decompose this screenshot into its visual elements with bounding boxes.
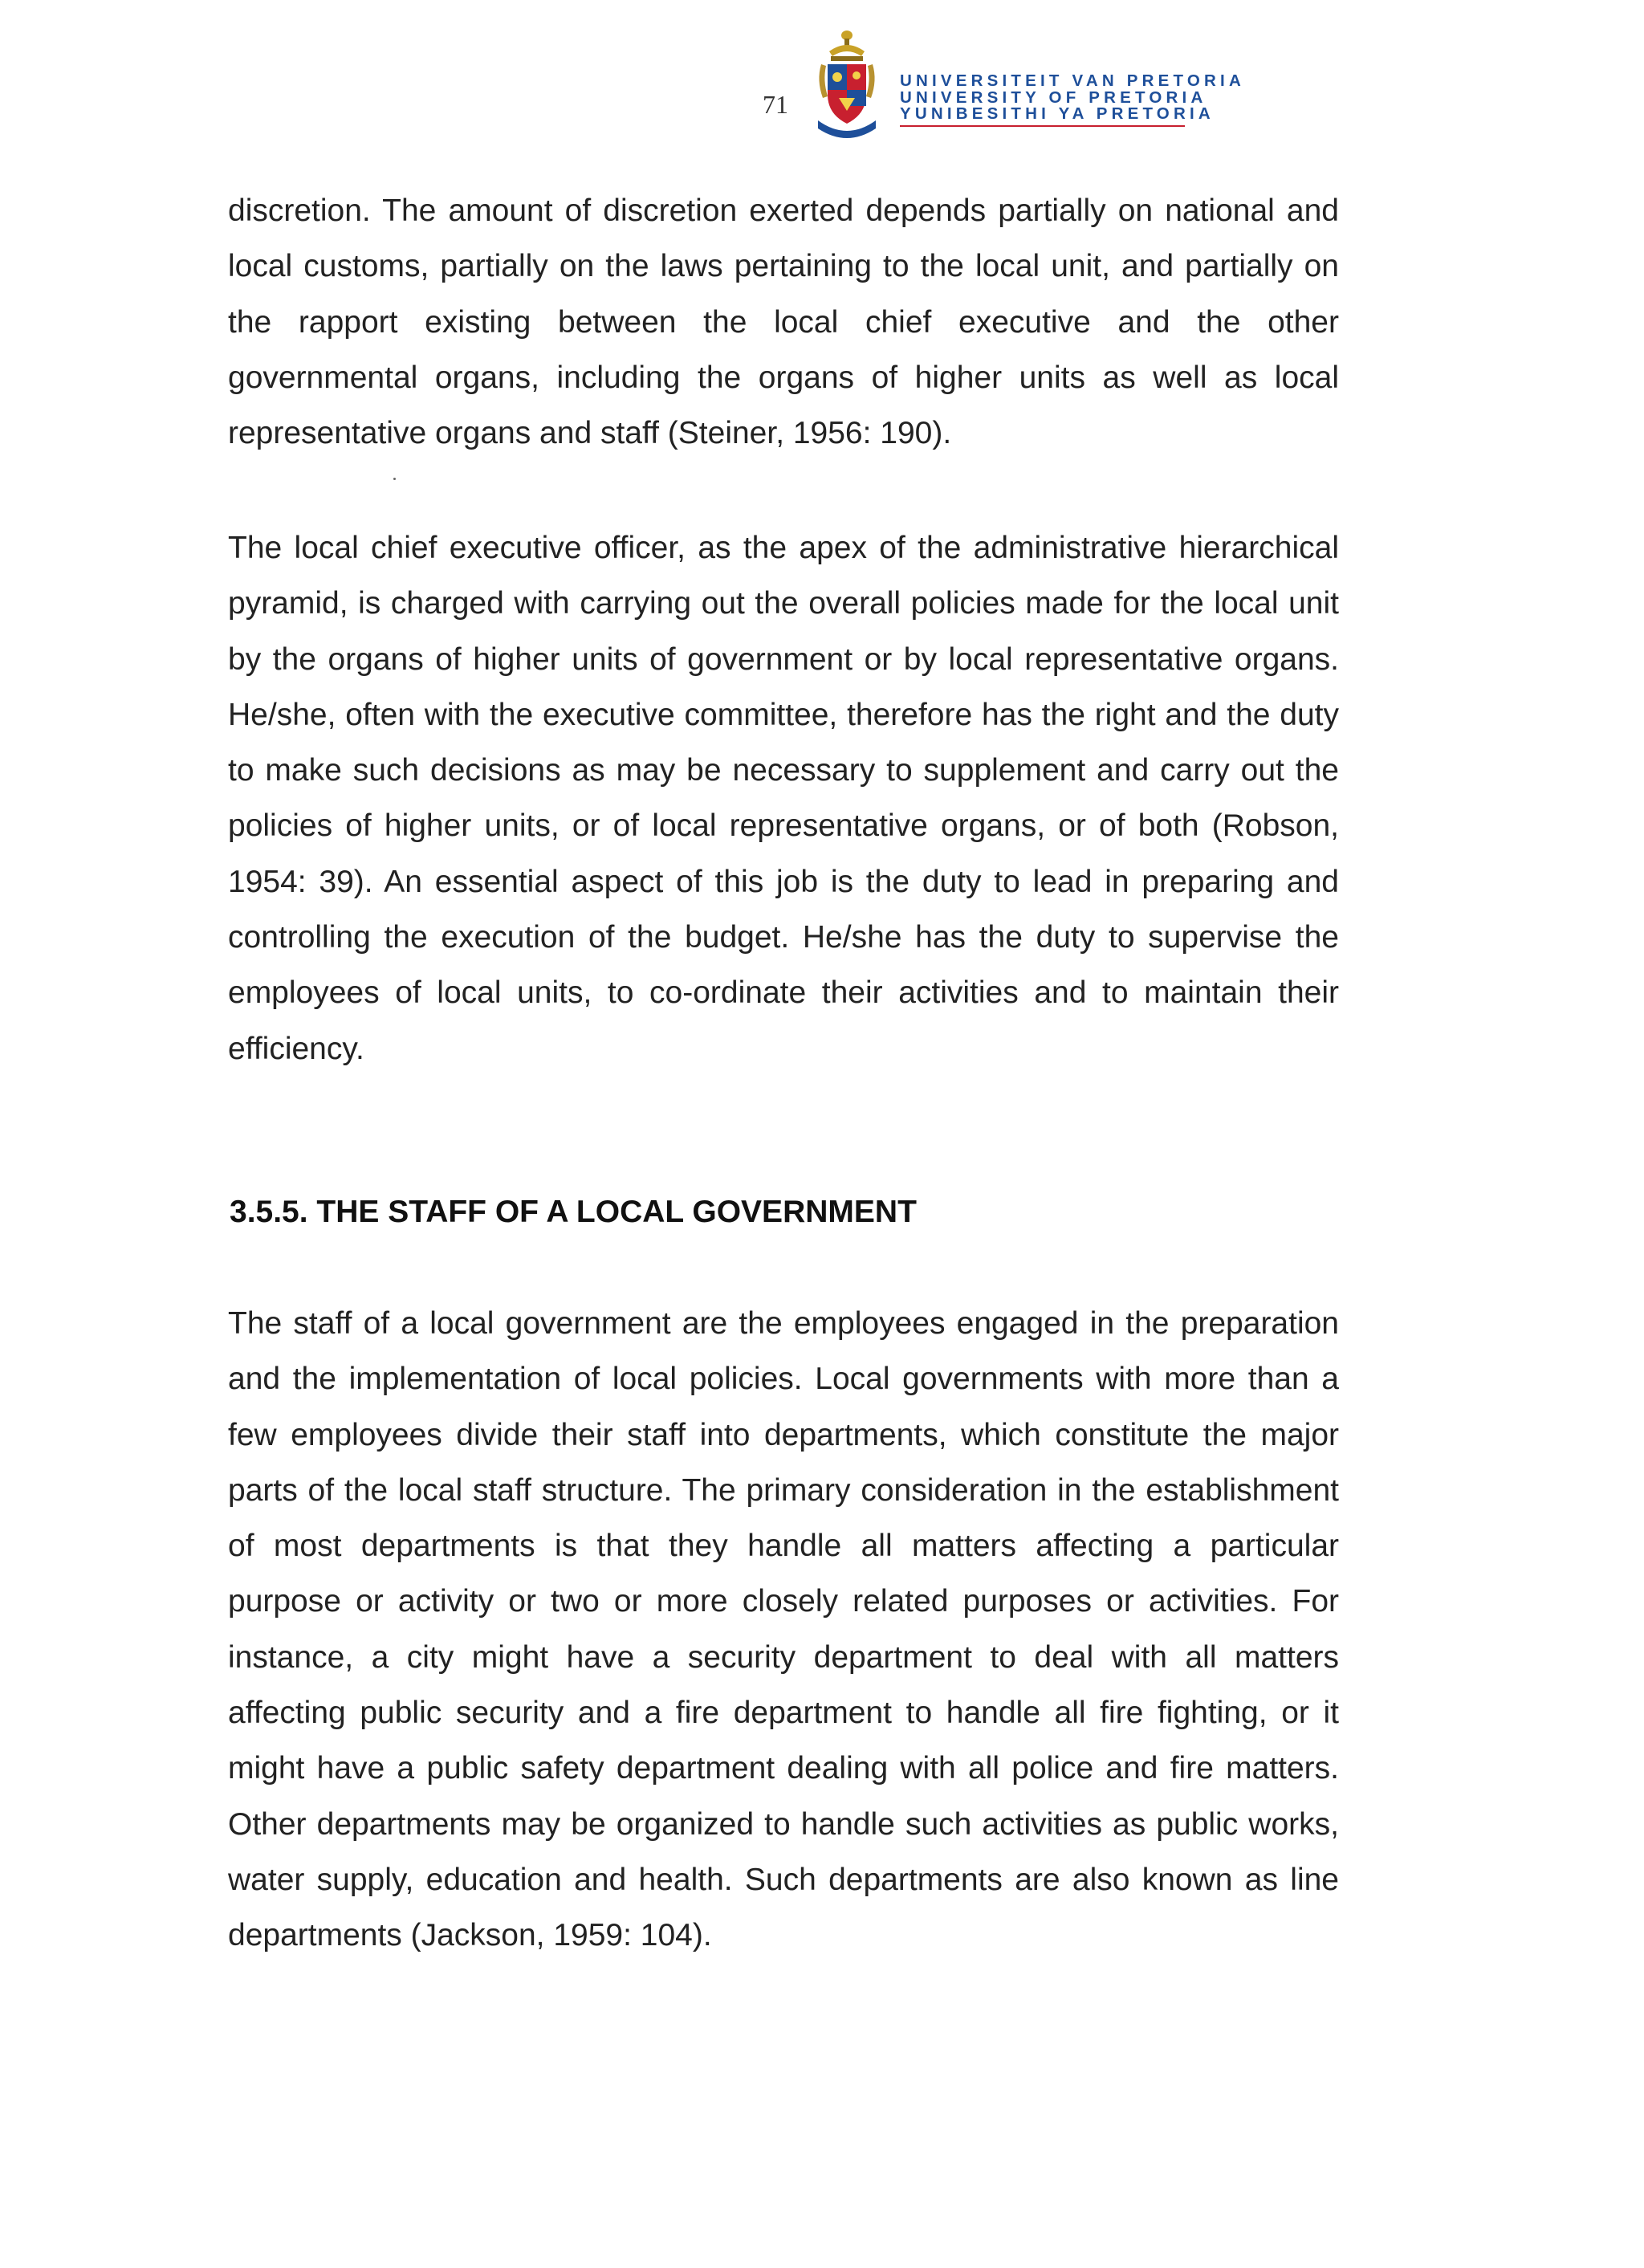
paragraph-1: discretion. The amount of discretion exerted depends partially on national and local customs, partially on the laws pertaining to the local unit, and partially on the rapport existing between the local chief executive and the other governmental organs, including the organs of higher units as well as local representative organs and staff (Steiner, 1956: 190). bbox=[228, 193, 1339, 451]
section-heading: 3.5.5. THE STAFF OF A LOCAL GOVERNMENT bbox=[230, 1195, 917, 1229]
university-name-block bbox=[900, 71, 1245, 127]
university-name-afrikaans: UNIVERSITEIT VAN PRETORIA bbox=[900, 71, 1245, 90]
paragraph-2: The local chief executive officer, as the apex of the administrative hierarchical pyramid, is charged with carrying out the overall policies made for the local unit by the organs of higher units of government or by local representative organs. He/she, often with the executive committee, therefore has the right and the duty to make such decisions as may be necessary to supplement and carry out the policies of higher units, or of local representative organs, or of both (Robson, 1954: 39). An essential aspect of this job is the duty to lead in preparing and controlling the execution of the budget. He/she has the duty to supervise the employees of local units, to co-ordinate their activities and to maintain their efficiency. bbox=[228, 531, 1339, 1066]
paragraph-3: The staff of a local government are the employees engaged in the preparation and the implementation of local policies. Local governments with more than a few employees divide their staff into departments, which constitute the major parts of the local staff structure. The primary consideration in the establishment of most departments is that they handle all matters affecting a particular purpose or activity or two or more closely related purposes or activities. For instance, a city might have a security department to deal with all matters affecting public security and a fire department to handle all fire fighting, or it might have a public safety department dealing with all police and fire matters. Other departments may be organized to handle such activities as public works, water supply, education and health. Such departments are also known as line departments (Jackson, 1959: 104). bbox=[228, 1306, 1339, 1953]
university-name-sepedi: YUNIBESITHI YA PRETORIA bbox=[900, 104, 1215, 123]
university-name-english: UNIVERSITY OF PRETORIA bbox=[900, 88, 1207, 107]
header-rule bbox=[900, 125, 1185, 127]
stray-mark bbox=[393, 478, 396, 480]
page-number: 71 bbox=[763, 90, 788, 119]
university-crest-icon bbox=[807, 24, 887, 145]
